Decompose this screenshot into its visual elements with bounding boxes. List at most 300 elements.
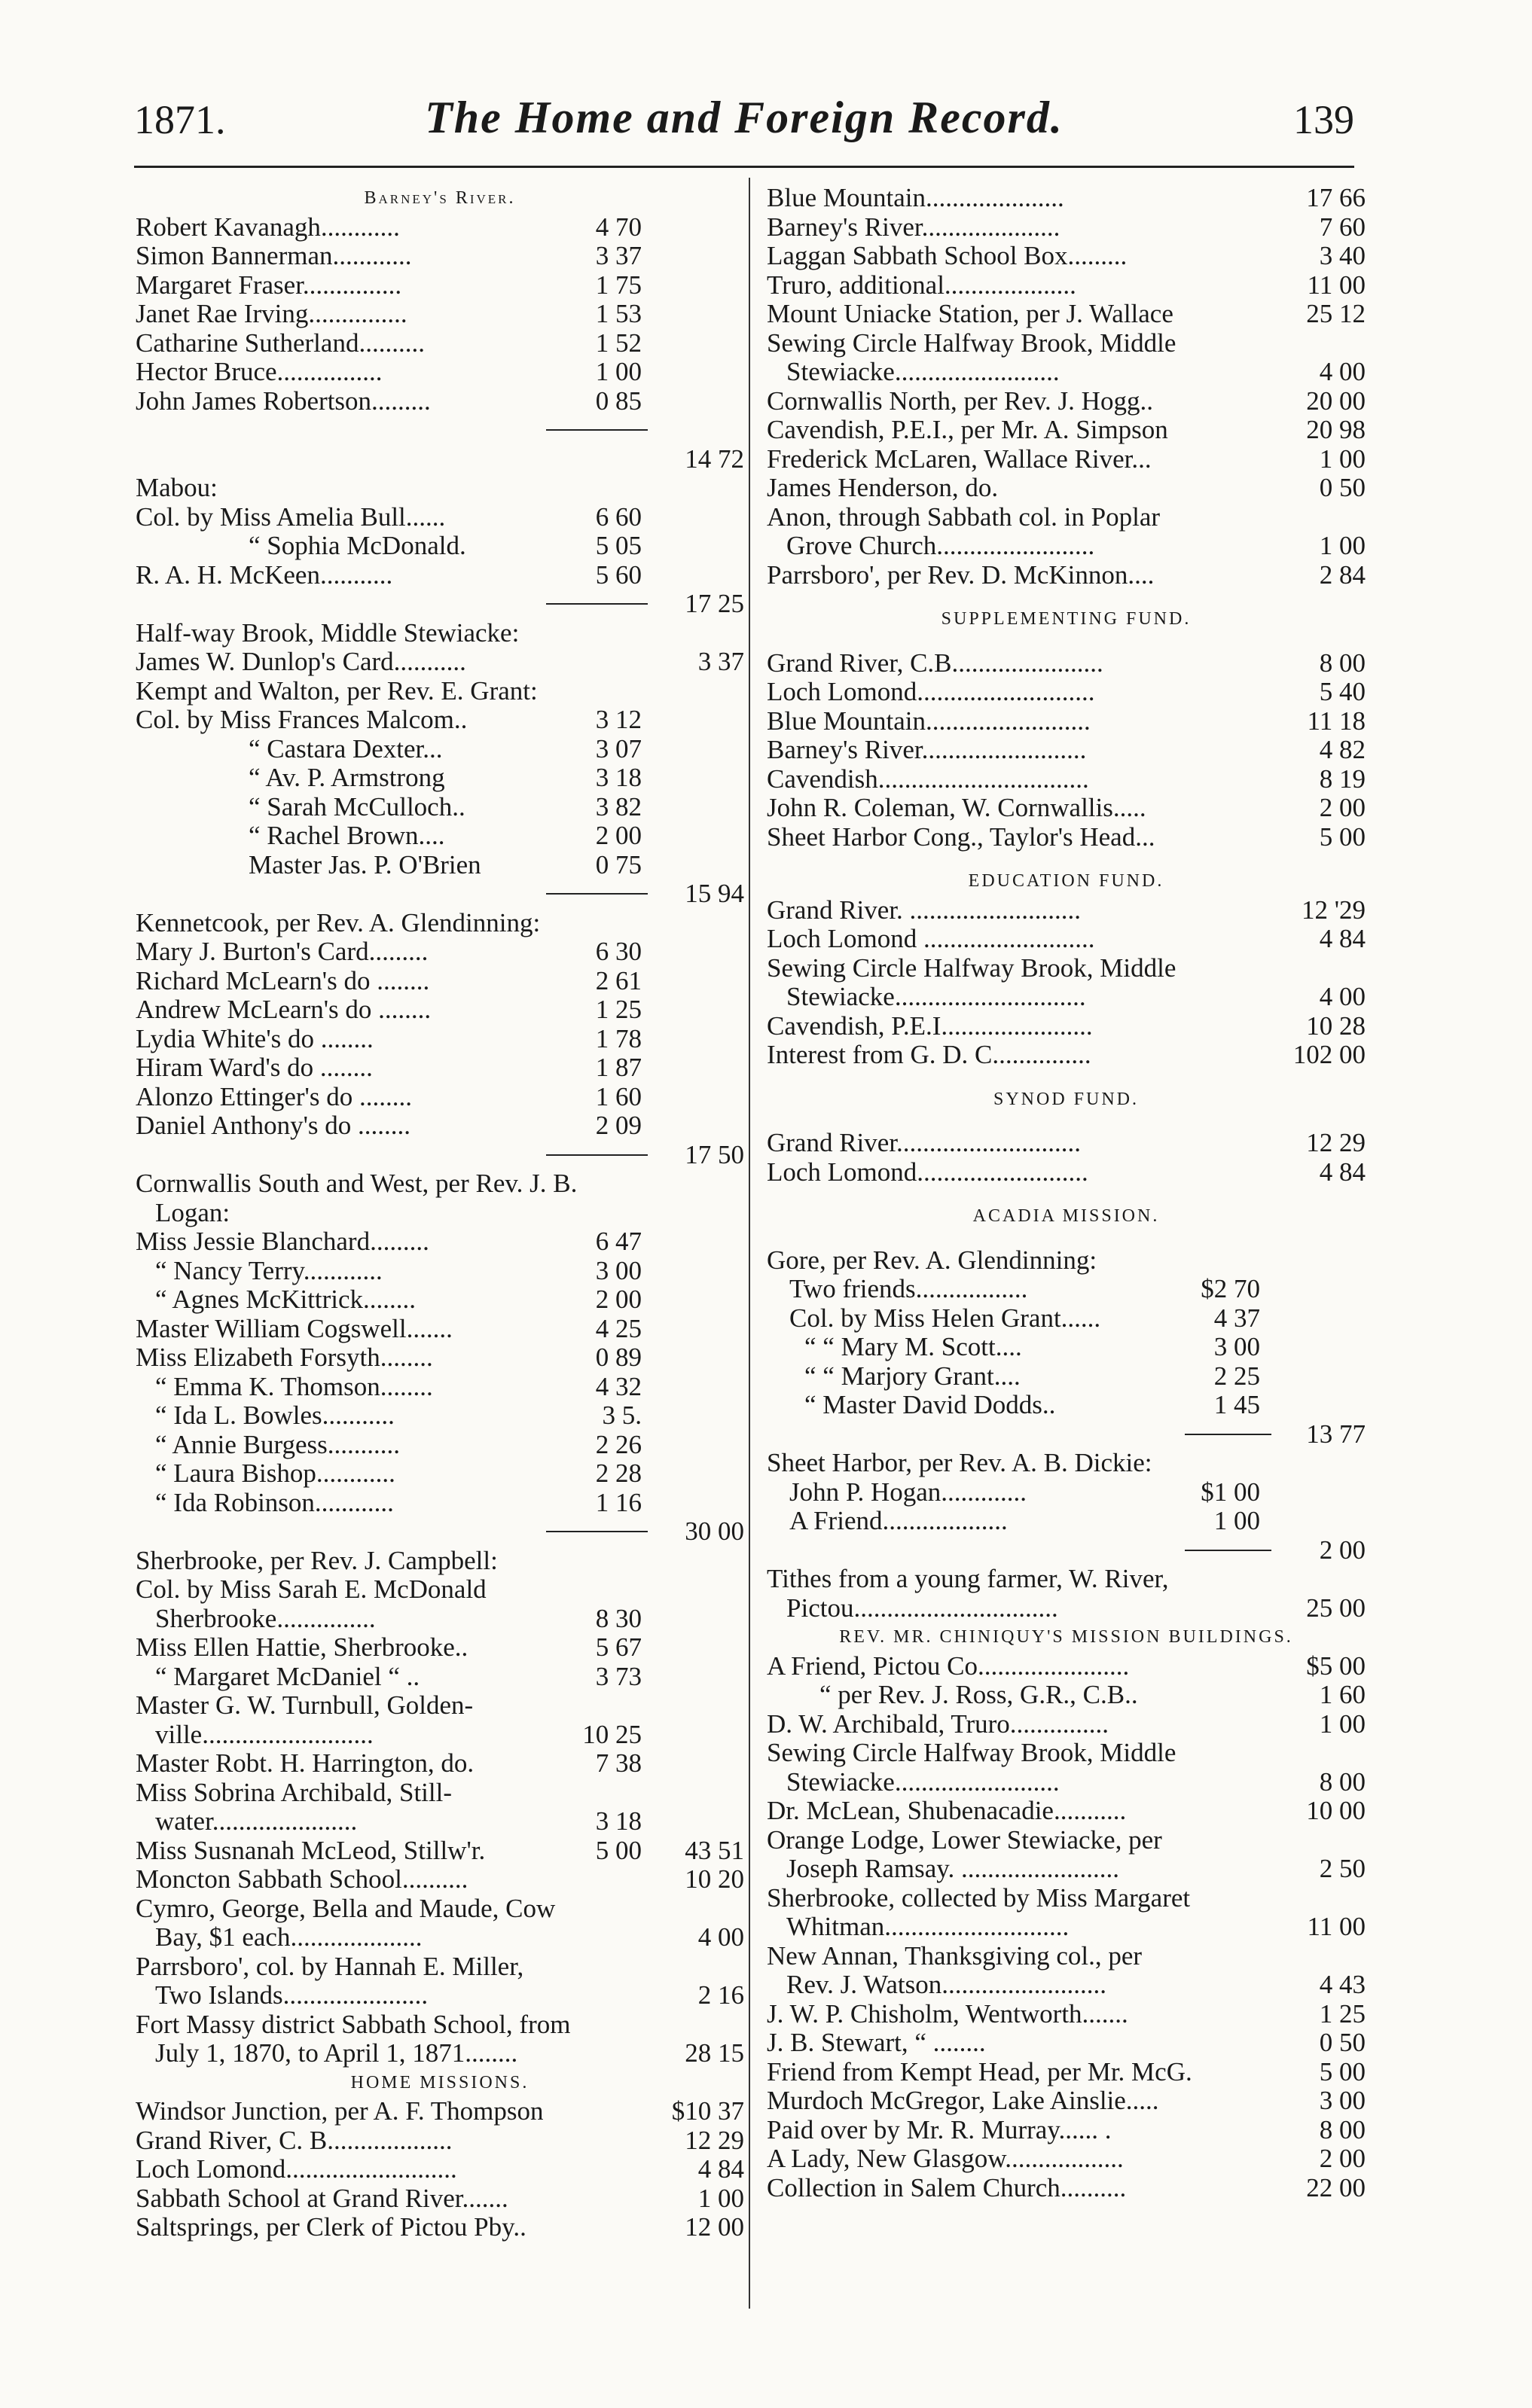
entry-text: Miss Jessie Blanchard.........: [136, 1227, 429, 1256]
entry-total: 1 00: [1319, 531, 1366, 560]
entry-line: [136, 1315, 744, 1344]
spacer: [767, 1231, 1366, 1246]
entry-text: New Annan, Thanksgiving col., per: [767, 1940, 1143, 1971]
entry-total: 5 00: [1319, 2056, 1366, 2086]
entry-text: Cornwallis South and West, per Rev. J. B.: [136, 1169, 578, 1198]
entry-total: 25 12: [1306, 299, 1366, 328]
entry-line: [136, 2184, 744, 2214]
entry-line: [767, 242, 1366, 271]
entry-total: 0 50: [1319, 2028, 1366, 2057]
entry-text: Blue Mountain.....................: [767, 183, 1064, 212]
entry-amount: 1 16: [595, 1487, 642, 1517]
entry-line: [136, 1343, 744, 1373]
spacer: [767, 1114, 1366, 1129]
subtotal-rule: [136, 1141, 744, 1170]
entry-line: [767, 1246, 1366, 1276]
entry-text: Cornwallis North, per Rev. J. Hogg..: [767, 386, 1153, 416]
entry-line: [136, 677, 744, 706]
entry-text: Kennetcook, per Rev. A. Glendinning:: [136, 907, 541, 937]
entry-text: Whitman............................: [786, 1912, 1070, 1941]
entry-line: [767, 1652, 1366, 1681]
heading-text: SUPPLEMENTING FUND.: [941, 609, 1192, 629]
entry-amount: $2 70: [1201, 1274, 1260, 1303]
entry-line: [136, 1575, 744, 1605]
entry-line: [767, 983, 1366, 1012]
entry-text: Blue Mountain.........................: [767, 706, 1091, 736]
entry-total: 4 84: [697, 2154, 744, 2184]
entry-text: J. B. Stewart, “ ........: [767, 2028, 986, 2057]
entry-total: 1 25: [1319, 1998, 1366, 2029]
entry-line: [767, 1855, 1366, 1884]
heading-text: REV. MR. CHINIQUY'S MISSION BUILDINGS.: [839, 1627, 1293, 1647]
spacer: [767, 634, 1366, 649]
entry-text: Grove Church........................: [786, 531, 1095, 560]
entry-total: 17 66: [1306, 183, 1366, 212]
subtotal-rule: [136, 416, 744, 445]
entry-line: [136, 532, 744, 561]
right-column: [767, 184, 1366, 2202]
entry-text: Rev. J. Watson.........................: [786, 1970, 1106, 1999]
entry-text: Simon Bannerman............: [136, 241, 412, 270]
entry-line: [136, 764, 744, 793]
entry-text: “ Av. P. Armstrong: [249, 763, 445, 792]
entry-text: Cavendish, P.E.I., per Mr. A. Simpson: [767, 415, 1168, 444]
entry-text: “ Ida Robinson............: [155, 1487, 394, 1517]
entry-text: Master Jas. P. O'Brien: [249, 849, 481, 879]
entry-line: [136, 821, 744, 851]
entry-total: 3 00: [1319, 2086, 1366, 2115]
entry-total: 10 20: [685, 1864, 744, 1894]
page-header: [134, 92, 1354, 152]
entry-total: 5 00: [1319, 821, 1366, 852]
entry-line: [767, 707, 1366, 736]
entry-line: [767, 1913, 1366, 1942]
entry-total: $5 00: [1306, 1651, 1366, 1681]
section-heading: [767, 1202, 1366, 1231]
entry-total: 10 00: [1306, 1796, 1366, 1825]
entry-line: [767, 1594, 1366, 1623]
entry-text: Loch Lomond..........................: [136, 2154, 457, 2184]
entry-line: [767, 2174, 1366, 2203]
entry-line: [136, 1111, 744, 1141]
entry-text: John P. Hogan.............: [789, 1477, 1027, 1507]
entry-text: Kempt and Walton, per Rev. E. Grant:: [136, 675, 538, 706]
section-heading: [136, 2068, 744, 2098]
entry-line: [136, 271, 744, 300]
entry-total: 12 29: [1306, 1128, 1366, 1157]
entry-line: [136, 1749, 744, 1779]
section-heading: [767, 605, 1366, 634]
entry-text: Joseph Ramsay. ........................: [786, 1854, 1120, 1883]
entry-amount: $1 00: [1201, 1477, 1260, 1507]
entry-amount: 0 75: [595, 849, 642, 879]
entry-text: “ Sarah McCulloch..: [249, 791, 465, 821]
entry-text: Saltsprings, per Clerk of Pictou Pby..: [136, 2212, 526, 2242]
entry-text: Janet Rae Irving...............: [136, 299, 407, 328]
entry-text: Cymro, George, Bella and Maude, Cow: [136, 1893, 556, 1923]
entry-line: [767, 649, 1366, 678]
entry-line: [767, 1507, 1366, 1536]
entry-line: [136, 851, 744, 880]
entry-text: Lydia White's do ........: [136, 1023, 374, 1053]
spacer: [767, 1187, 1366, 1202]
entry-text: John R. Coleman, W. Cornwallis.....: [767, 793, 1146, 822]
subtotal-rule: [136, 1517, 744, 1547]
entry-line: [136, 995, 744, 1025]
entry-line: [767, 1041, 1366, 1070]
entry-line: [136, 1721, 744, 1750]
entry-line: [136, 909, 744, 938]
entry-line: [767, 271, 1366, 300]
entry-amount: 5 60: [595, 559, 642, 590]
header-rule: [134, 166, 1354, 168]
entry-text: Paid over by Mr. R. Murray...... .: [767, 2114, 1112, 2144]
entry-line: [767, 1012, 1366, 1041]
column-divider: [749, 178, 750, 2309]
entry-line: [767, 416, 1366, 445]
entry-amount: 4 25: [595, 1313, 642, 1343]
entry-amount: 1 87: [595, 1053, 642, 1082]
entry-line: [767, 358, 1366, 387]
entry-total: 8 00: [1319, 648, 1366, 678]
entry-text: Frederick McLaren, Wallace River...: [767, 443, 1152, 474]
entry-text: John James Robertson.........: [136, 386, 431, 416]
entry-line: [136, 1605, 744, 1634]
entry-line: [136, 329, 744, 358]
entry-line: [767, 896, 1366, 925]
entry-line: [136, 619, 744, 648]
entry-total: 4 84: [1319, 1157, 1366, 1187]
subtotal-amount: 30 00: [685, 1516, 744, 1546]
entry-total: 4 84: [1319, 924, 1366, 953]
entry-line: [136, 1285, 744, 1315]
entry-line: [767, 503, 1366, 532]
entry-text: Anon, through Sabbath col. in Poplar: [767, 501, 1161, 532]
entry-line: [136, 793, 744, 822]
entry-line: [136, 967, 744, 996]
spacer: [767, 852, 1366, 867]
entry-text: Gore, per Rev. A. Glendinning:: [767, 1245, 1097, 1275]
entry-text: Dr. McLean, Shubenacadie...........: [767, 1796, 1127, 1825]
entry-text: Richard McLearn's do ........: [136, 965, 430, 995]
entry-text: “ “ Marjory Grant....: [804, 1361, 1021, 1391]
entry-line: [767, 1478, 1366, 1507]
entry-line: [136, 503, 744, 532]
entry-line: [136, 2213, 744, 2242]
entry-total: 102 00: [1292, 1040, 1366, 1069]
entry-text: Robert Kavanagh............: [136, 212, 400, 242]
entry-line: [767, 794, 1366, 823]
entry-line: [767, 2000, 1366, 2029]
entry-line: [136, 2126, 744, 2156]
entry-amount: 5 05: [595, 531, 642, 560]
entry-line: [767, 2029, 1366, 2058]
entry-text: Sheet Harbor, per Rev. A. B. Dickie:: [767, 1448, 1152, 1477]
entry-line: [767, 1158, 1366, 1187]
entry-text: Truro, additional....................: [767, 270, 1076, 300]
entry-line: [136, 648, 744, 677]
entry-text: Stewiacke.........................: [786, 357, 1060, 386]
entry-line: [136, 1227, 744, 1257]
entry-text: Miss Elizabeth Forsyth........: [136, 1343, 433, 1372]
entry-total: $10 37: [671, 2096, 744, 2126]
entry-text: Col. by Miss Sarah E. McDonald: [136, 1574, 487, 1604]
entry-line: [136, 2039, 744, 2068]
entry-line: [136, 387, 744, 416]
entry-line: [767, 925, 1366, 954]
entry-text: Daniel Anthony's do ........: [136, 1111, 411, 1140]
rule-line: [546, 429, 648, 431]
entry-text: “ Master David Dodds..: [804, 1390, 1056, 1419]
entry-text: Grand River. ..........................: [767, 895, 1082, 925]
entry-text: Margaret Fraser...............: [136, 270, 402, 300]
entry-amount: 1 60: [595, 1081, 642, 1111]
entry-line: [767, 1768, 1366, 1797]
entry-text: “ per Rev. J. Ross, G.R., C.B..: [819, 1680, 1138, 1709]
entry-line: [136, 1779, 744, 1808]
entry-line: [136, 1981, 744, 2010]
entry-text: Col. by Miss Helen Grant......: [789, 1303, 1101, 1333]
subtotal-amount: 15 94: [685, 879, 744, 908]
entry-total: 5 40: [1319, 677, 1366, 706]
entry-total: 12 00: [685, 2212, 744, 2242]
entry-amount: 4 70: [595, 212, 642, 242]
page-number: 139: [1293, 97, 1354, 142]
entry-line: [136, 1894, 744, 1924]
entry-text: Sewing Circle Halfway Brook, Middle: [767, 1738, 1176, 1767]
entry-amount: 2 00: [595, 821, 642, 850]
entry-text: Miss Sobrina Archibald, Still-: [136, 1777, 452, 1807]
entry-text: Stewiacke.............................: [786, 982, 1086, 1011]
entry-total: 3 40: [1319, 241, 1366, 270]
entry-line: [136, 1952, 744, 1982]
entry-amount: 3 82: [595, 791, 642, 821]
entry-total: 4 82: [1319, 735, 1366, 764]
left-column: [136, 184, 744, 2242]
entry-total: 1 00: [1319, 1708, 1366, 1739]
entry-line: [136, 1373, 744, 1402]
entry-amount: 0 89: [595, 1343, 642, 1372]
entry-amount: 8 30: [595, 1603, 642, 1633]
entry-text: Col. by Miss Frances Malcom..: [136, 705, 468, 734]
entry-amount: 3 12: [595, 705, 642, 734]
entry-text: Hector Bruce................: [136, 357, 383, 386]
entry-total: 25 00: [1306, 1593, 1366, 1623]
entry-amount: 1 52: [595, 328, 642, 358]
entry-amount: 1 78: [595, 1023, 642, 1053]
entry-text: “ Ida L. Bowles...........: [155, 1401, 395, 1430]
entry-text: Tithes from a young farmer, W. River,: [767, 1564, 1169, 1593]
entry-line: [767, 765, 1366, 794]
entry-total: 1 60: [1319, 1680, 1366, 1709]
entry-amount: 4 32: [595, 1371, 642, 1401]
heading-text: EDUCATION FUND.: [968, 871, 1164, 891]
entry-amount: 4 37: [1213, 1303, 1260, 1333]
entry-amount: 3 18: [595, 1806, 642, 1836]
entry-text: Orange Lodge, Lower Stewiacke, per: [767, 1824, 1162, 1855]
entry-line: [767, 2058, 1366, 2087]
entry-line: [136, 358, 744, 387]
entry-line: [767, 1681, 1366, 1710]
entry-text: Cavendish, P.E.I.......................: [767, 1010, 1093, 1041]
entry-line: [767, 1275, 1366, 1304]
entry-line: [767, 736, 1366, 765]
entry-line: [136, 1199, 744, 1228]
entry-total: 11 00: [1307, 1912, 1366, 1941]
entry-text: Andrew McLearn's do ........: [136, 995, 432, 1024]
entry-amount: 2 26: [595, 1429, 642, 1459]
entry-total: 4 00: [697, 1922, 744, 1952]
entry-amount: 2 09: [595, 1111, 642, 1140]
entry-text: Catharine Sutherland..........: [136, 328, 425, 358]
entry-text: “ Laura Bishop............: [155, 1459, 395, 1488]
entry-text: Two Islands......................: [155, 1980, 429, 2010]
entry-line: [767, 1884, 1366, 1913]
entry-text: Barney's River.........................: [767, 735, 1087, 764]
subtotal-amount: 13 77: [1306, 1419, 1366, 1449]
entry-text: “ Annie Burgess...........: [155, 1429, 401, 1459]
entry-line: [136, 1169, 744, 1199]
entry-line: [767, 954, 1366, 983]
entry-text: Two friends.................: [789, 1274, 1028, 1303]
entry-total: 4 43: [1319, 1970, 1366, 1999]
entry-total: 0 50: [1319, 473, 1366, 502]
entry-line: [767, 532, 1366, 561]
spacer: [767, 590, 1366, 605]
entry-text: J. W. P. Chisholm, Wentworth.......: [767, 1998, 1128, 2029]
spacer: [767, 1070, 1366, 1085]
entry-text: Master G. W. Turnbull, Golden-: [136, 1690, 474, 1720]
entry-total: 4 00: [1319, 357, 1366, 386]
entry-text: Fort Massy district Sabbath School, from: [136, 2009, 571, 2039]
entry-text: Sherbrooke, collected by Miss Margaret: [767, 1882, 1191, 1913]
entry-amount: 7 38: [595, 1748, 642, 1778]
section-heading: [767, 1085, 1366, 1114]
entry-text: Moncton Sabbath School..........: [136, 1864, 468, 1894]
entry-line: [136, 213, 744, 242]
entry-line: [136, 445, 744, 474]
entry-line: [767, 678, 1366, 707]
entry-line: [136, 937, 744, 967]
entry-amount: 5 00: [595, 1835, 642, 1865]
entry-line: [136, 1401, 744, 1431]
entry-text: ville..........................: [155, 1719, 374, 1749]
entry-text: A Friend, Pictou Co.......................: [767, 1651, 1130, 1681]
entry-line: [767, 1942, 1366, 1971]
year: 1871.: [134, 97, 226, 142]
entry-amount: 5 67: [595, 1632, 642, 1662]
subtotal-amount: 2 00: [1319, 1535, 1366, 1565]
entry-line: [767, 300, 1366, 329]
entry-text: Half-way Brook, Middle Stewiacke:: [136, 617, 520, 648]
entry-total: 8 19: [1319, 764, 1366, 794]
subtotal-rule: [767, 1536, 1366, 1565]
entry-line: [136, 1547, 744, 1576]
entry-total: 20 98: [1306, 415, 1366, 444]
entry-text: Hiram Ward's do ........: [136, 1053, 373, 1082]
entry-text: Barney's River.....................: [767, 212, 1060, 242]
entry-total: 12 '29: [1301, 895, 1366, 925]
entry-text: James W. Dunlop's Card...........: [136, 647, 466, 676]
entry-line: [136, 706, 744, 735]
entry-line: [136, 1663, 744, 1692]
entry-line: [767, 1304, 1366, 1334]
entry-line: [136, 735, 744, 764]
entry-line: [136, 1459, 744, 1489]
entry-line: [767, 1797, 1366, 1826]
entry-line: [767, 1565, 1366, 1594]
entry-amount: 2 25: [1213, 1361, 1260, 1391]
entry-line: [136, 1836, 744, 1866]
entry-text: James Henderson, do.: [767, 473, 999, 502]
entry-amount: 6 47: [595, 1227, 642, 1256]
entry-line: [136, 561, 744, 590]
entry-line: [767, 1362, 1366, 1391]
entry-text: Sheet Harbor Cong., Taylor's Head...: [767, 821, 1155, 852]
section-heading: [767, 1623, 1366, 1652]
entry-amount: 0 85: [595, 386, 642, 416]
entry-text: Loch Lomond ..........................: [767, 924, 1095, 953]
entry-line: [136, 1257, 744, 1286]
entry-text: Col. by Miss Amelia Bull......: [136, 501, 446, 532]
entry-text: A Friend...................: [789, 1506, 1008, 1535]
subtotal-rule: [136, 590, 744, 619]
entry-text: Logan:: [155, 1197, 230, 1227]
entry-amount: 3 00: [595, 1255, 642, 1285]
entry-line: [767, 1710, 1366, 1739]
entry-line: [767, 387, 1366, 416]
entry-total: 28 15: [685, 2038, 744, 2068]
entry-text: Murdoch McGregor, Lake Ainslie.....: [767, 2086, 1159, 2115]
entry-total: 4 00: [1319, 982, 1366, 1011]
entry-text: “ Emma K. Thomson........: [155, 1371, 433, 1401]
entry-total: 14 72: [685, 443, 744, 474]
entry-text: “ Nancy Terry............: [155, 1255, 383, 1285]
heading-text: Barney's River.: [364, 188, 516, 208]
entry-text: July 1, 1870, to April 1, 1871........: [155, 2038, 518, 2068]
entry-text: Sherbrooke, per Rev. J. Campbell:: [136, 1545, 498, 1575]
entry-text: Master William Cogswell.......: [136, 1313, 453, 1343]
entry-total: 43 51: [685, 1835, 744, 1865]
entry-text: Collection in Salem Church..........: [767, 2172, 1127, 2202]
entry-amount: 2 28: [595, 1459, 642, 1488]
entry-text: Miss Ellen Hattie, Sherbrooke..: [136, 1632, 468, 1662]
entry-total: 12 29: [685, 2125, 744, 2155]
entry-line: [136, 1865, 744, 1894]
entry-line: [136, 242, 744, 271]
entry-text: Sewing Circle Halfway Brook, Middle: [767, 953, 1176, 983]
entry-line: [136, 1633, 744, 1663]
entry-line: [767, 1391, 1366, 1420]
entry-line: [767, 329, 1366, 358]
entry-line: [767, 1129, 1366, 1158]
entry-text: water......................: [155, 1806, 358, 1836]
entry-text: Sherbrooke...............: [155, 1603, 376, 1633]
entry-line: [136, 1083, 744, 1112]
entry-line: [136, 1691, 744, 1721]
entry-line: [136, 1923, 744, 1952]
entry-text: Loch Lomond..........................: [767, 1157, 1088, 1187]
entry-text: Mary J. Burton's Card.........: [136, 937, 429, 966]
entry-total: 8 00: [1319, 2114, 1366, 2144]
entry-line: [136, 1489, 744, 1518]
entry-line: [767, 2086, 1366, 2116]
entry-text: R. A. H. McKeen...........: [136, 559, 393, 590]
entry-text: Grand River, C.B.......................: [767, 648, 1103, 678]
entry-line: [767, 445, 1366, 474]
entry-total: 10 28: [1306, 1010, 1366, 1041]
entry-amount: 3 37: [595, 241, 642, 270]
